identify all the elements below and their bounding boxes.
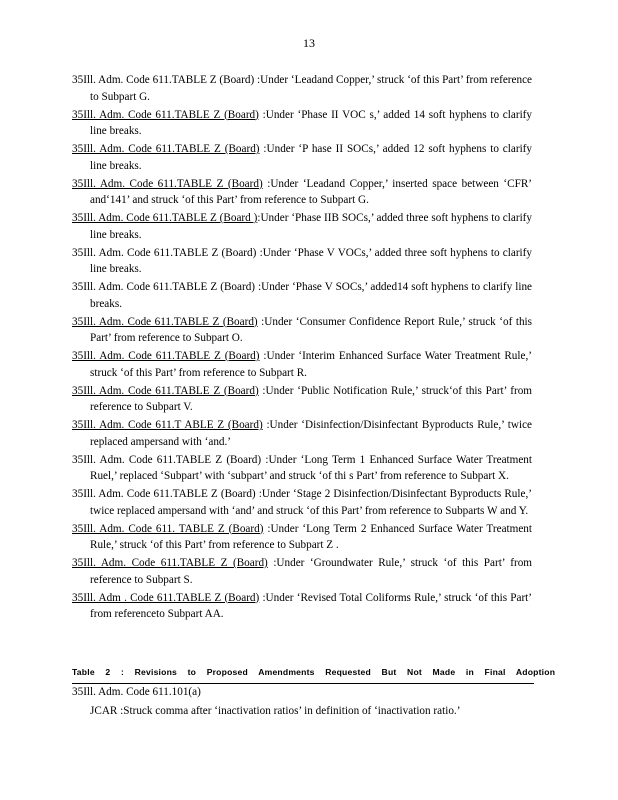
entry-citation: 35Ill. Adm. Code 611. TABLE Z (Board)	[72, 522, 264, 535]
entry-text: :Under ‘Revised Total Coliforms Rule,’ struck ‘of this Part’ from referenceto Subpart AA.	[90, 591, 533, 620]
entry-citation: 35Ill. Adm. Code 611.TABLE Z (Board)	[72, 74, 255, 86]
entry-citation: 35Ill. Adm . Code 611.TABLE Z (Board)	[72, 591, 260, 604]
revision-entry	[72, 210, 532, 243]
entry-citation: 35Ill. Adm. Code 611.TABLE Z (Board)	[72, 177, 263, 190]
entry-citation: 35Ill. Adm. Code 611.TABLE Z (Board)	[72, 143, 260, 155]
entry-text: :Under ‘Public Notification Rule,’ struck‘of this Part’ from reference to Subpart V.	[90, 384, 532, 413]
entry-citation: 35Ill. Adm. Code 611.TABLE Z (Board)	[72, 281, 256, 293]
entry-citation: 35Ill. Adm. Code 611.TABLE Z (Board)	[72, 488, 256, 500]
revision-entry	[72, 348, 532, 381]
revision-entry	[72, 72, 532, 105]
entry-text: :Under ‘Long Term 1 Enhanced Surface Water Treatment Ruel,’ replaced ‘Subpart’ with ‘subpart’ and struck ‘of thi s Part’ from reference to Subpart X.	[90, 453, 533, 482]
entry-citation: 35Ill. Adm. Code 611.TABLE Z (Board)	[72, 384, 259, 397]
entry-text: :Under ‘Phase V VOCs,’ added three soft hyphens to clarify line breaks.	[90, 246, 532, 275]
entry-text: :Under ‘Groundwater Rule,’ struck ‘of this Part’ from reference to Subpart S.	[90, 557, 532, 586]
entry-text: :Under ‘Disinfection/Disinfectant Byproducts Rule,’ twice replaced ampersand with ‘and.’	[90, 419, 533, 448]
revision-entry	[72, 521, 532, 554]
entry-text: :Under ‘Phase V SOCs,’ added14 soft hyphens to clarify line breaks.	[90, 281, 532, 310]
section-citation: 35Ill. Adm. Code 611.101(a)	[72, 686, 201, 698]
revision-entry	[72, 417, 532, 450]
entry-text: :Under ‘Phase II VOC s,’ added 14 soft hyphens to clarify line breaks.	[90, 108, 532, 137]
revision-entry	[72, 245, 532, 278]
entry-citation: 35Ill. Adm. Code 611.T ABLE Z (Board)	[72, 419, 263, 431]
entry-citation: 35Ill. Adm. Code 611.TABLE Z (Board )	[72, 212, 258, 224]
revision-entry	[72, 590, 532, 623]
revision-entry	[72, 176, 532, 209]
entry-text: :Under ‘P hase II SOCs,’ added 12 soft hyphens to clarify line breaks.	[90, 143, 533, 172]
entry-text: :Under ‘Consumer Confidence Report Rule,’ struck ‘of this Part’ from reference to Subpart O.	[90, 315, 533, 344]
entry-citation: 35Ill. Adm. Code 611.TABLE Z (Board)	[72, 350, 260, 362]
entry-text: :Under ‘Leadand Copper,’ struck ‘of this Part’ from reference to Subpart G.	[90, 74, 532, 103]
entry-citation: 35Ill. Adm. Code 611.TABLE Z (Board)	[72, 557, 268, 569]
entry-text: :Under ‘Interim Enhanced Surface Water Treatment Rule,’ struck ‘of this Part’ from reference to Subpart R.	[90, 350, 532, 379]
page-number: 13	[303, 36, 315, 50]
entry-text: :Under ‘Stage 2 Disinfection/Disinfectant Byproducts Rule,’ twice replaced ampersand with ‘and’ and struck ‘of this Part’ from reference to Subparts W and Y.	[90, 488, 532, 517]
entry-text: :Under ‘Phase IIB SOCs,’ added three soft hyphens to clarify line breaks.	[90, 212, 532, 241]
entry-citation: 35Ill. Adm. Code 611.TABLE Z (Board)	[72, 108, 259, 121]
revision-entry	[72, 107, 532, 140]
revisions-list	[72, 72, 532, 624]
entry-citation: 35Ill. Adm. Code 611.TABLE Z (Board)	[72, 453, 262, 466]
entry-text: :Under ‘Leadand Copper,’ inserted space between ‘CFR’ and‘141’ and struck ‘of this Part’ from reference to Subpart G.	[90, 177, 533, 206]
revision-entry	[72, 555, 532, 588]
revision-entry	[72, 279, 532, 312]
revision-entry	[72, 452, 532, 485]
revision-entry	[72, 141, 532, 174]
revision-entry	[72, 314, 532, 347]
entry-citation: 35Ill. Adm. Code 611.TABLE Z (Board)	[72, 246, 257, 259]
revision-entry	[72, 383, 532, 416]
revision-note: JCAR :Struck comma after ‘inactivation ratios’ in definition of ‘inactivation ratio.’	[90, 705, 461, 717]
entry-text: :Under ‘Long Term 2 Enhanced Surface Water Treatment Rule,’ struck ‘of this Part’ from reference to Subpart Z .	[90, 522, 533, 551]
revision-entry	[72, 486, 532, 519]
table-2-heading: Table 2 : Revisions to Proposed Amendments Requested But Not Made in Final Adoption	[72, 664, 534, 684]
entry-citation: 35Ill. Adm. Code 611.TABLE Z (Board)	[72, 315, 258, 328]
